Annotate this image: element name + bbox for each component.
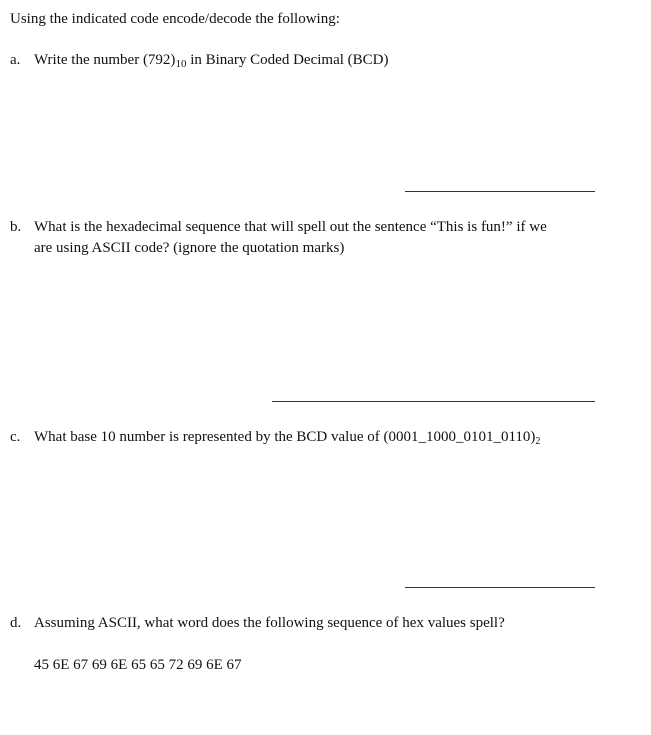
question-a-label: a. (10, 52, 21, 68)
question-b-line2: are using ASCII code? (ignore the quotation marks) (34, 240, 345, 256)
answer-line-c (405, 587, 595, 588)
question-b-label: b. (10, 219, 22, 235)
question-c-text-before: What base 10 number is represented by the BCD value of (0001_1000_0101_0110) (34, 429, 536, 445)
question-a-subscript: 10 (175, 58, 187, 70)
instructions-heading: Using the indicated code encode/decode the following: (10, 11, 340, 27)
hex-sequence: 45 6E 67 69 6E 65 65 72 69 6E 67 (34, 657, 242, 673)
question-c-subscript: 2 (535, 436, 541, 447)
question-a-text-before: Write the number (792) (34, 52, 176, 68)
answer-line-a (405, 191, 595, 192)
question-c-text (34, 427, 540, 452)
question-a-text (34, 50, 388, 75)
question-b-line1: What is the hexadecimal sequence that will spell out the sentence “This is fun!” if we (34, 219, 547, 235)
question-d-text: Assuming ASCII, what word does the following sequence of hex values spell? (34, 615, 505, 631)
question-d-label: d. (10, 615, 22, 631)
answer-line-b (272, 401, 595, 402)
question-c-label: c. (10, 429, 21, 445)
question-a-text-after: in Binary Coded Decimal (BCD) (186, 52, 389, 68)
